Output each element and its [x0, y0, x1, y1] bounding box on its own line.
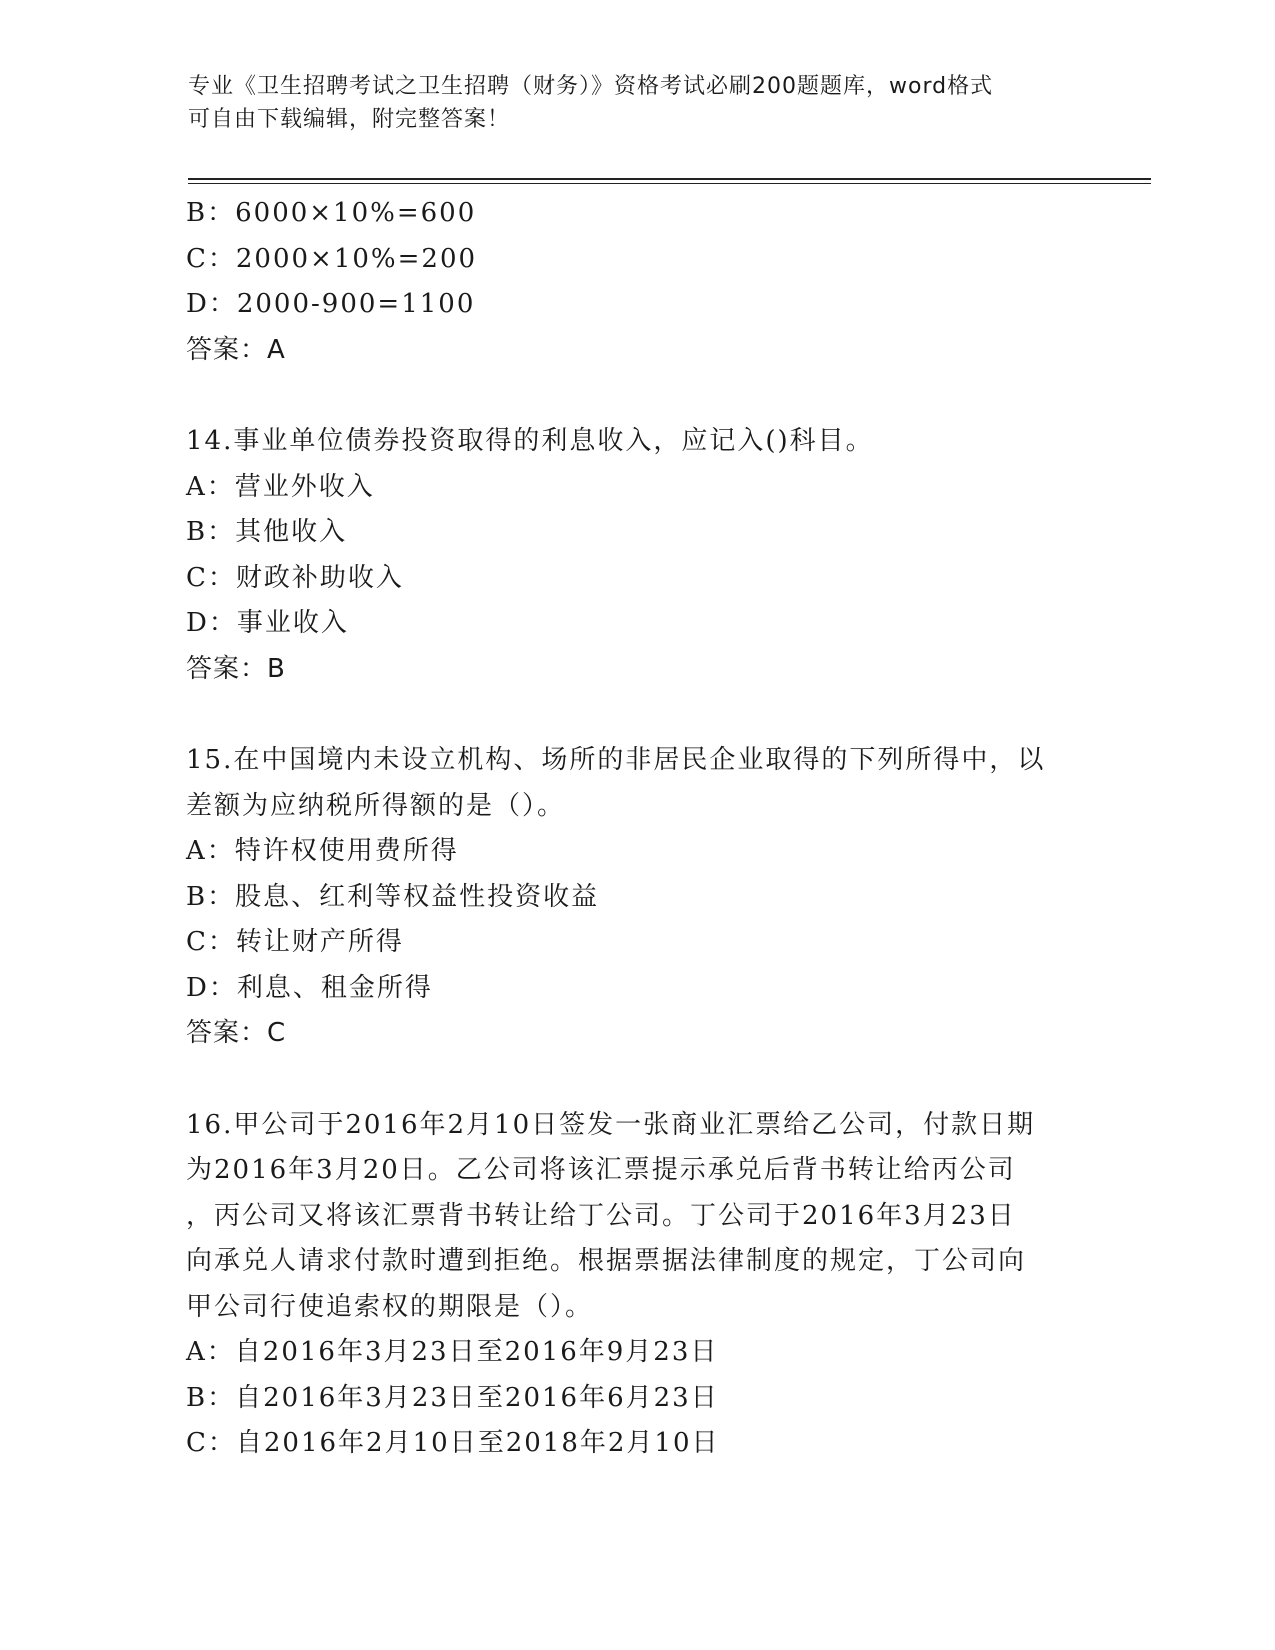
option-c: C：财政补助收入: [186, 562, 404, 593]
header-title-line-1: 专业《卫生招聘考试之卫生招聘（财务）》资格考试必刷200题题库，word格式: [188, 74, 994, 99]
option-d: D：事业收入: [186, 608, 349, 638]
option-b: B：自2016年3月23日至2016年6月23日: [186, 1382, 719, 1413]
question-text-line: 向承兑人请求付款时遭到拒绝。根据票据法律制度的规定，丁公司向: [186, 1246, 1027, 1276]
answer: 答案：A: [186, 334, 286, 365]
answer: 答案：C: [186, 1018, 287, 1048]
header-rule-thick: [188, 178, 1151, 180]
option-d: D：2000-900=1100: [186, 289, 476, 319]
question-text-line: ，丙公司又将该汇票背书转让给丁公司。丁公司于2016年3月23日: [186, 1200, 1016, 1231]
answer: 答案：B: [186, 653, 286, 684]
option-b: B：其他收入: [186, 517, 348, 547]
option-a: A：特许权使用费所得: [186, 836, 459, 866]
question-13: [186, 191, 1086, 373]
question-16: [186, 1103, 1086, 1467]
option-a: A：自2016年3月23日至2016年9月23日: [186, 1337, 719, 1367]
question-text-line: 15.在中国境内未设立机构、场所的非居民企业取得的下列所得中，以: [186, 745, 1046, 775]
question-text: 14.事业单位债券投资取得的利息收入，应记入()科目。: [186, 426, 874, 456]
option-c: C：自2016年2月10日至2018年2月10日: [186, 1428, 720, 1458]
header-rule-thin: [188, 183, 1151, 184]
question-list: [186, 191, 1086, 1467]
question-text-line: 16.甲公司于2016年2月10日签发一张商业汇票给乙公司，付款日期: [186, 1109, 1036, 1140]
question-text-line: 甲公司行使追索权的期限是（）。: [186, 1291, 594, 1322]
question-text-line: 差额为应纳税所得额的是（）。: [186, 790, 566, 821]
header-title-line-2: 可自由下载编辑，附完整答案！: [188, 107, 511, 132]
option-b: B：股息、红利等权益性投资收益: [186, 881, 600, 912]
question-text-line: 为2016年3月20日。乙公司将该汇票提示承兑后背书转让给丙公司: [186, 1155, 1016, 1185]
option-a: A：营业外收入: [186, 471, 375, 502]
option-c: C：转让财产所得: [186, 927, 404, 957]
option-c: C：2000×10%=200: [186, 243, 478, 274]
question-15: [186, 738, 1086, 1057]
option-b: B：6000×10%=600: [186, 198, 477, 228]
page-header: [188, 70, 1068, 136]
question-14: [186, 419, 1086, 692]
option-d: D：利息、租金所得: [186, 972, 433, 1003]
